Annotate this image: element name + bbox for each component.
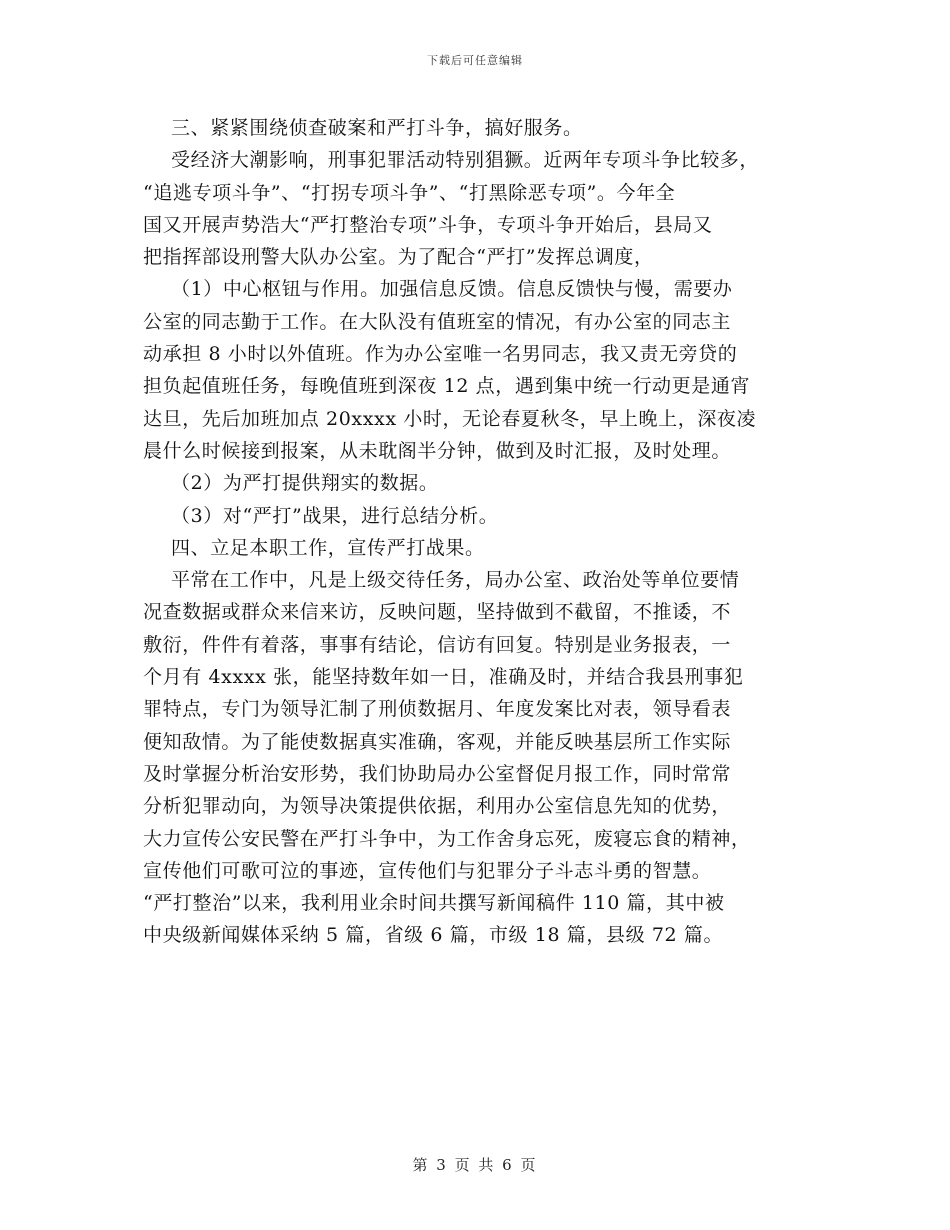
paragraph-line: 晨什么时候接到报案，从未耽阁半分钟，做到及时汇报，及时处理。 bbox=[143, 439, 732, 462]
paragraph-line: “追逃专项斗争”、“打拐专项斗争”、“打黑除恶专项”。今年全 bbox=[143, 181, 676, 204]
paragraph-line: 平常在工作中，凡是上级交待任务，局办公室、政治处等单位要情 bbox=[171, 569, 740, 592]
paragraph-line: 大力宣传公安民警在严打斗争中，为工作舍身忘死，废寝忘食的精神， bbox=[143, 827, 751, 850]
paragraph-line: （2）为严打提供翔实的数据。 bbox=[171, 472, 439, 495]
section-heading-4: 四、立足本职工作，宣传严打战果。 bbox=[171, 536, 485, 559]
paragraph-line: 中央级新闻媒体采纳 5 篇，省级 6 篇，市级 18 篇，县级 72 篇。 bbox=[143, 924, 724, 947]
paragraph-line: 罪特点，专门为领导汇制了刑侦数据月、年度发案比对表，领导看表 bbox=[143, 698, 732, 721]
page-header: 下载后可任意编辑 bbox=[427, 54, 523, 67]
paragraph-line: （1）中心枢钮与作用。加强信息反馈。信息反馈快与慢，需要办 bbox=[171, 278, 733, 301]
paragraph-line: “严打整治”以来，我利用业余时间共撰写新闻稿件 110 篇，其中被 bbox=[143, 892, 725, 915]
paragraph-line: 担负起值班任务，每晚值班到深夜 12 点，遇到集中统一行动更是通宵 bbox=[143, 375, 751, 398]
paragraph-line: 国又开展声势浩大“严打整治专项”斗争，专项斗争开始后，县局又 bbox=[143, 213, 713, 236]
paragraph-line: 个月有 4xxxx 张，能坚持数年如一日，准确及时，并结合我县刑事犯 bbox=[143, 666, 744, 689]
paragraph-line: 把指挥部设刑警大队办公室。为了配合“严打”发挥总调度， bbox=[143, 246, 654, 269]
paragraph-line: 分析犯罪动向，为领导决策提供依据，利用办公室信息先知的优势， bbox=[143, 795, 732, 818]
paragraph-line: 宣传他们可歌可泣的事迹，宣传他们与犯罪分子斗志斗勇的智慧。 bbox=[143, 859, 712, 882]
paragraph-line: 动承担 8 小时以外值班。作为办公室唯一名男同志，我又责无旁贷的 bbox=[143, 343, 738, 366]
paragraph-line: 及时掌握分析治安形势，我们协助局办公室督促月报工作，同时常常 bbox=[143, 762, 732, 785]
paragraph-line: 便知敌情。为了能使数据真实准确，客观，并能反映基层所工作实际 bbox=[143, 730, 732, 753]
paragraph-line: （3）对“严打”战果，进行总结分析。 bbox=[171, 504, 499, 527]
paragraph-line: 受经济大潮影响，刑事犯罪活动特别猖獗。近两年专项斗争比较多， bbox=[171, 149, 760, 172]
paragraph-line: 公室的同志勤于工作。在大队没有值班室的情况，有办公室的同志主 bbox=[143, 310, 732, 333]
paragraph-line: 达旦，先后加班加点 20xxxx 小时，无论春夏秋冬，早上晚上，深夜凌 bbox=[143, 407, 757, 430]
page-footer: 第 3 页 共 6 页 bbox=[412, 1156, 538, 1174]
paragraph-line: 况查数据或群众来信来访，反映问题，坚持做到不截留，不推诿，不 bbox=[143, 601, 732, 624]
body-text bbox=[143, 112, 813, 952]
section-heading-3: 三、紧紧围绕侦查破案和严打斗争，搞好服务。 bbox=[171, 117, 583, 139]
paragraph-line: 敷衍，件件有着落，事事有结论，信访有回复。特别是业务报表，一 bbox=[143, 633, 732, 656]
